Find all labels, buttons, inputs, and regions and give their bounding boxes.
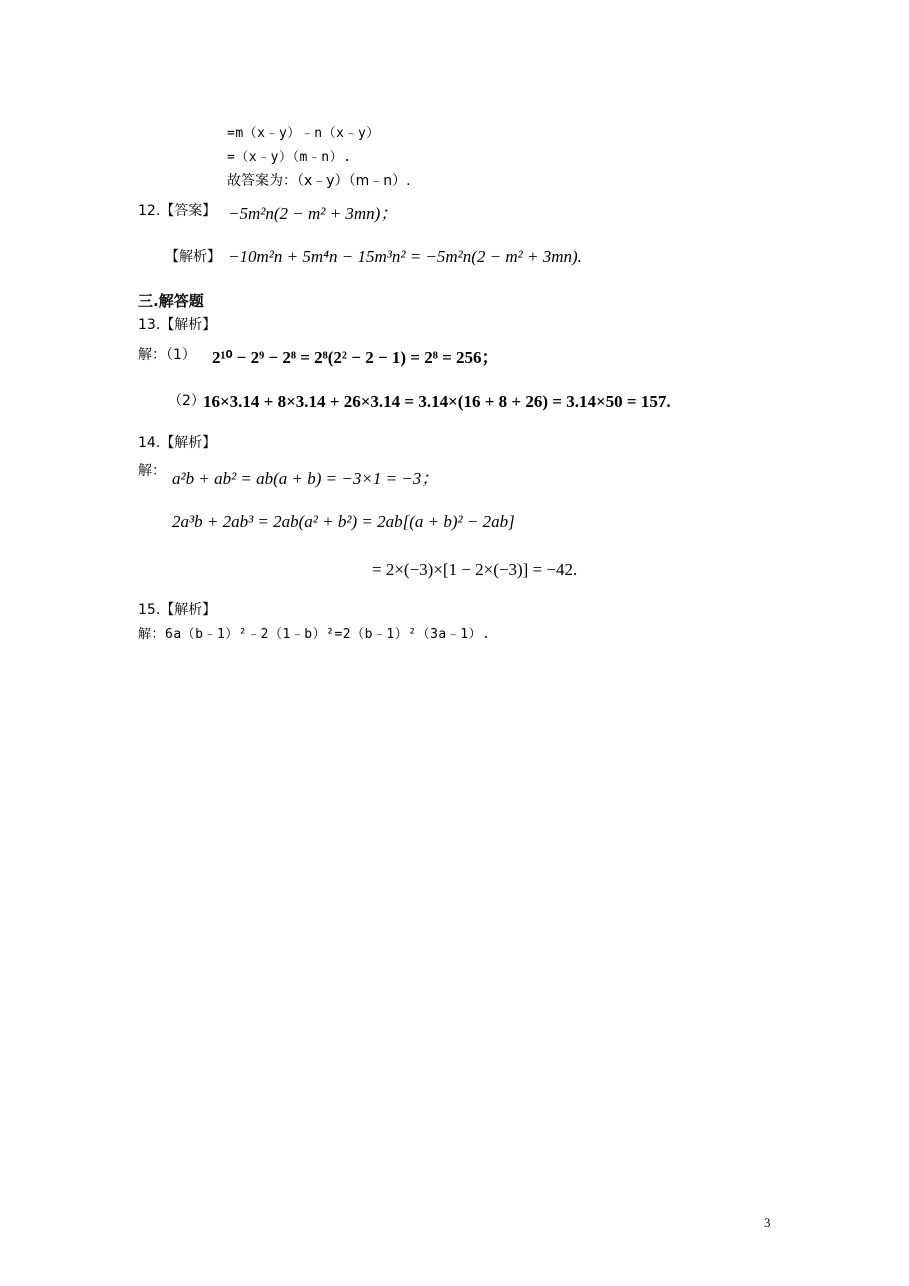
q14-line1: a²b + ab² = ab(a + b) = −3×1 = −3；: [172, 469, 439, 488]
derivation-line-2: =（x﹣y）（m﹣n）.: [227, 150, 352, 165]
section-heading: 三.解答题: [138, 292, 204, 310]
q13-part2: 16×3.14 + 8×3.14 + 26×3.14 = 3.14×(16 + 8 + 26) = 3.14×50 = 157.: [203, 392, 671, 411]
q13-part1: 2¹⁰ − 2⁹ − 2⁸ = 2⁸(2² − 2 − 1) = 2⁸ = 256；: [212, 348, 499, 367]
q15-body: 解：6a（b﹣1）²﹣2（1﹣b）²=2（b﹣1）²（3a﹣1）.: [138, 627, 491, 642]
q12-label: 12.【答案】: [138, 203, 217, 219]
q13-part2-prefix: （2）: [168, 393, 205, 409]
derivation-line-1: =m（x﹣y）﹣n（x﹣y）: [227, 126, 380, 141]
q12-analysis: −10m²n + 5m⁴n − 15m³n² = −5m²n(2 − m² + 3mn).: [228, 247, 582, 266]
answer-line: 故答案为：（x﹣y）（m﹣n）.: [227, 173, 411, 189]
q15-label: 15.【解析】: [138, 602, 217, 618]
q12-answer: −5m²n(2 − m² + 3mn)；: [228, 204, 398, 223]
q13-part1-prefix: 解：（1）: [138, 347, 196, 363]
q14-prefix: 解：: [138, 463, 166, 479]
q12-analysis-label: 【解析】: [165, 249, 221, 265]
q14-line2: 2a³b + 2ab³ = 2ab(a² + b²) = 2ab[(a + b)² − 2ab]: [172, 512, 515, 531]
q13-label: 13.【解析】: [138, 317, 217, 333]
page-number: 3: [764, 1215, 771, 1230]
q14-line3: = 2×(−3)×[1 − 2×(−3)] = −42.: [372, 560, 578, 579]
q14-label: 14.【解析】: [138, 435, 217, 451]
